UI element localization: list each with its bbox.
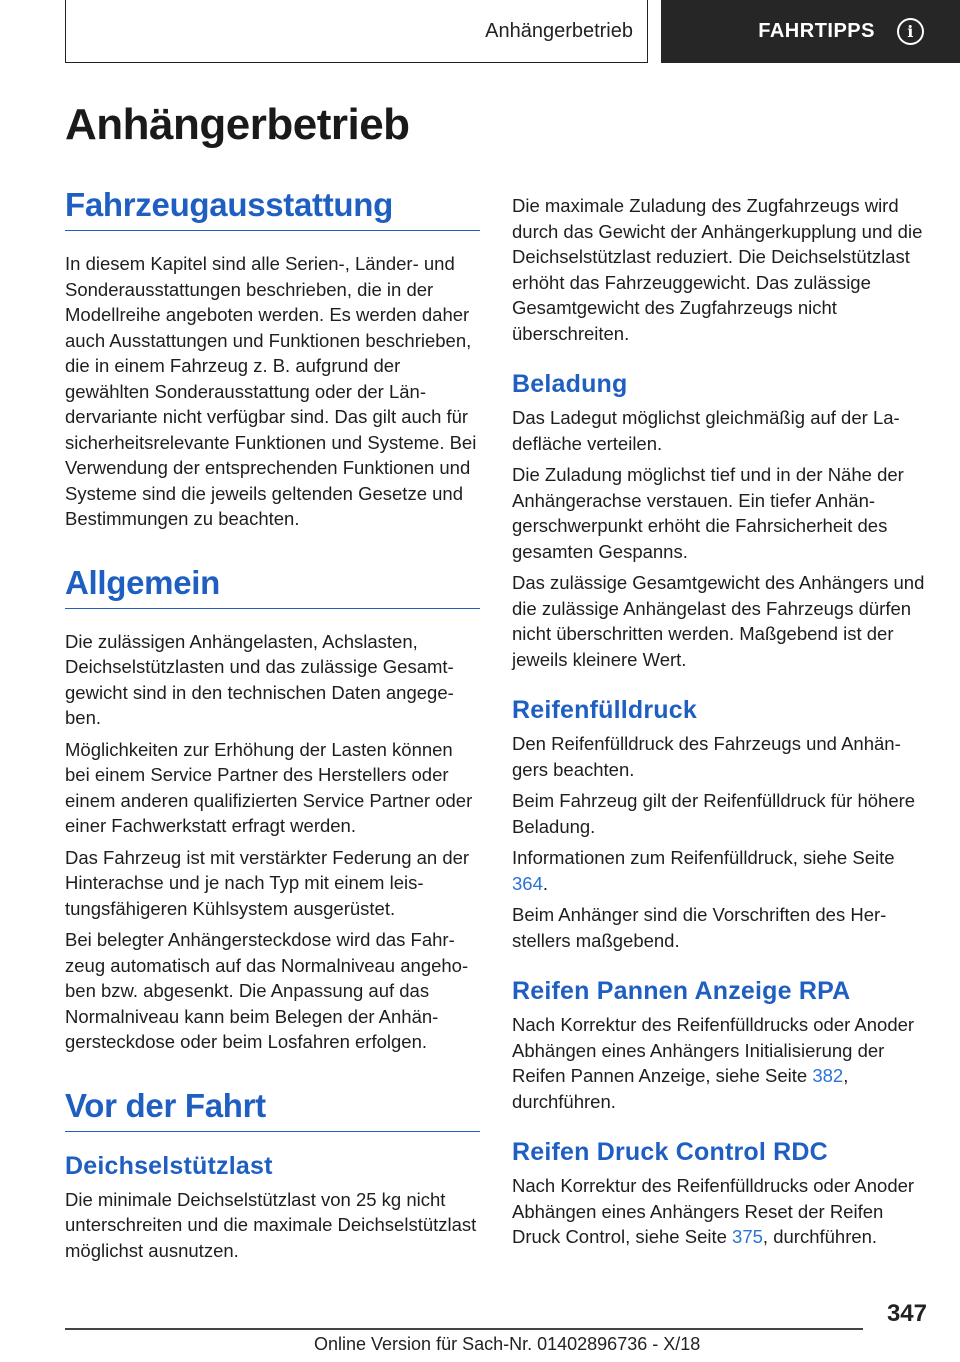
paragraph-deichselstuetzlast: Die minimale Deichselstützlast von 25 kg nicht unterschreiten und die maximale Deichselstützlast möglichst ausnutzen. bbox=[65, 1188, 477, 1261]
heading-reifenfuelldruck: Reifenfülldruck bbox=[512, 696, 697, 724]
paragraph-zuladung: Die maximale Zuladung des Zugfahrzeugs wird durch das Gewicht der Anhängerkupplung und die Deichselstützlast reduziert. Die Deichselstützlast erhöht das Fahrzeuggewicht. Das zulässige Gesamtgewicht des Zugfahrzeugs nicht überschreiten. bbox=[512, 195, 923, 344]
paragraph-beladung-2: Die Zuladung möglichst tief und in der Nähe der Anhängerachse verstauen. Ein tiefer Anhängerschwerpunkt erhöht die Fahrsicherheit des gesamten Gespanns. bbox=[512, 464, 904, 562]
paragraph-rpa-text: Nach Korrektur des Reifenfülldrucks oder Anoder Abhängen eines Anhängers Initialisierung der Reifen Pannen Anzeige, siehe Seite bbox=[512, 1014, 915, 1086]
right-column bbox=[512, 193, 930, 1250]
paragraph-rpa bbox=[512, 1012, 930, 1114]
paragraph-beladung-1: Das Ladegut möglichst gleichmäßig auf der Ladefläche verteilen. bbox=[512, 407, 900, 454]
paragraph-rdc-end: , durchführen. bbox=[762, 1226, 878, 1247]
heading-vor-der-fahrt: Vor der Fahrt bbox=[65, 1087, 480, 1132]
heading-allgemein: Allgemein bbox=[65, 564, 480, 609]
page-link-382[interactable]: 382 bbox=[812, 1065, 844, 1086]
paragraph-rdc-text: Nach Korrektur des Reifenfülldrucks oder Anoder Abhängen eines Anhängers Reset der Reifen Druck Control, siehe Seite bbox=[512, 1175, 915, 1247]
heading-beladung: Beladung bbox=[512, 370, 628, 398]
paragraph-reifen-1: Den Reifenfülldruck des Fahrzeugs und Anhängers beachten. bbox=[512, 733, 901, 780]
paragraph-allgemein-1: Die zulässigen Anhängelasten, Achslasten, Deichselstützlasten und das zulässige Gesamtgewicht sind in den technischen Daten angegeben. bbox=[65, 630, 454, 728]
paragraph-beladung-3: Das zulässige Gesamtgewicht des Anhängers und die zulässige Anhängelast des Fahrzeugs dürfen nicht überschritten werden. Maßgebend ist der jeweils kleinere Wert. bbox=[512, 572, 925, 670]
footer-divider bbox=[65, 1328, 863, 1330]
header-chapter-tab bbox=[661, 0, 960, 63]
page-number: 347 bbox=[886, 1300, 927, 1327]
paragraph-reifen-3 bbox=[512, 845, 930, 896]
paragraph-rpa-end: , durchführen. bbox=[512, 1065, 849, 1112]
heading-rdc: Reifen Druck Control RDC bbox=[512, 1138, 828, 1166]
paragraph-allgemein-2: Möglichkeiten zur Erhöhung der Lasten können bei einem Service Partner des Herstellers oder einem anderen qualifizierten Service Partner oder einer Fachwerkstatt erfragt werden. bbox=[65, 738, 473, 836]
info-icon: i bbox=[897, 18, 924, 45]
page-link-364[interactable]: 364 bbox=[512, 872, 543, 894]
heading-rpa: Reifen Pannen Anzeige RPA bbox=[512, 977, 851, 1005]
left-column bbox=[65, 186, 480, 1263]
heading-fahrzeugausstattung: Fahrzeugausstattung bbox=[65, 186, 480, 231]
paragraph-reifen-3-text: Informationen zum Reifenfülldruck, siehe Seite bbox=[512, 847, 895, 868]
header-section-tab bbox=[65, 0, 648, 63]
paragraph-rdc bbox=[512, 1173, 930, 1250]
footer-version-text: Online Version für Sach-Nr. 01402896736 - X/18 bbox=[314, 1334, 701, 1354]
paragraph-ausstattung: In diesem Kapitel sind alle Serien-, Länder- und Sonderausstattungen beschrieben, die in der Modellreihe angeboten werden. Es werden daher auch Ausstattungen und Funktionen beschrieben, die in einem Fahrzeug z. B. aufgrund der gewählten Sonderausstattung oder der Ländervariante nicht verfügbar sind. Das gilt auch für sicherheitsrelevante Funktionen und Systeme. Bei Verwendung der entsprechenden Funktionen und Systeme sind die jeweils geltenden Gesetze und Bestimmungen zu beachten. bbox=[65, 253, 477, 529]
paragraph-allgemein-4: Bei belegter Anhängersteckdose wird das Fahrzeug automatisch auf das Normalniveau angehoben bzw. abgesenkt. Die Anpassung auf das Normalniveau kann beim Belegen der Anhängersteckdose oder beim Losfahren erfolgen. bbox=[65, 929, 469, 1052]
page-link-375[interactable]: 375 bbox=[732, 1226, 763, 1247]
paragraph-reifen-4: Beim Anhänger sind die Vorschriften des Herstellers maßgebend. bbox=[512, 904, 887, 951]
paragraph-reifen-3-end: . bbox=[542, 872, 549, 894]
paragraph-allgemein-3: Das Fahrzeug ist mit verstärkter Federung an der Hinterachse und je nach Typ mit einem leistungsfähigeren Kühlsystem ausgerüstet. bbox=[65, 846, 470, 919]
page-title: Anhängerbetrieb bbox=[65, 100, 410, 149]
heading-deichselstuetzlast: Deichselstützlast bbox=[65, 1151, 273, 1180]
header-section-label: Anhängerbetrieb bbox=[485, 19, 633, 42]
paragraph-reifen-2: Beim Fahrzeug gilt der Reifenfülldruck für höhere Beladung. bbox=[512, 790, 916, 837]
header-chapter-label: FAHRTIPPS bbox=[758, 20, 875, 42]
